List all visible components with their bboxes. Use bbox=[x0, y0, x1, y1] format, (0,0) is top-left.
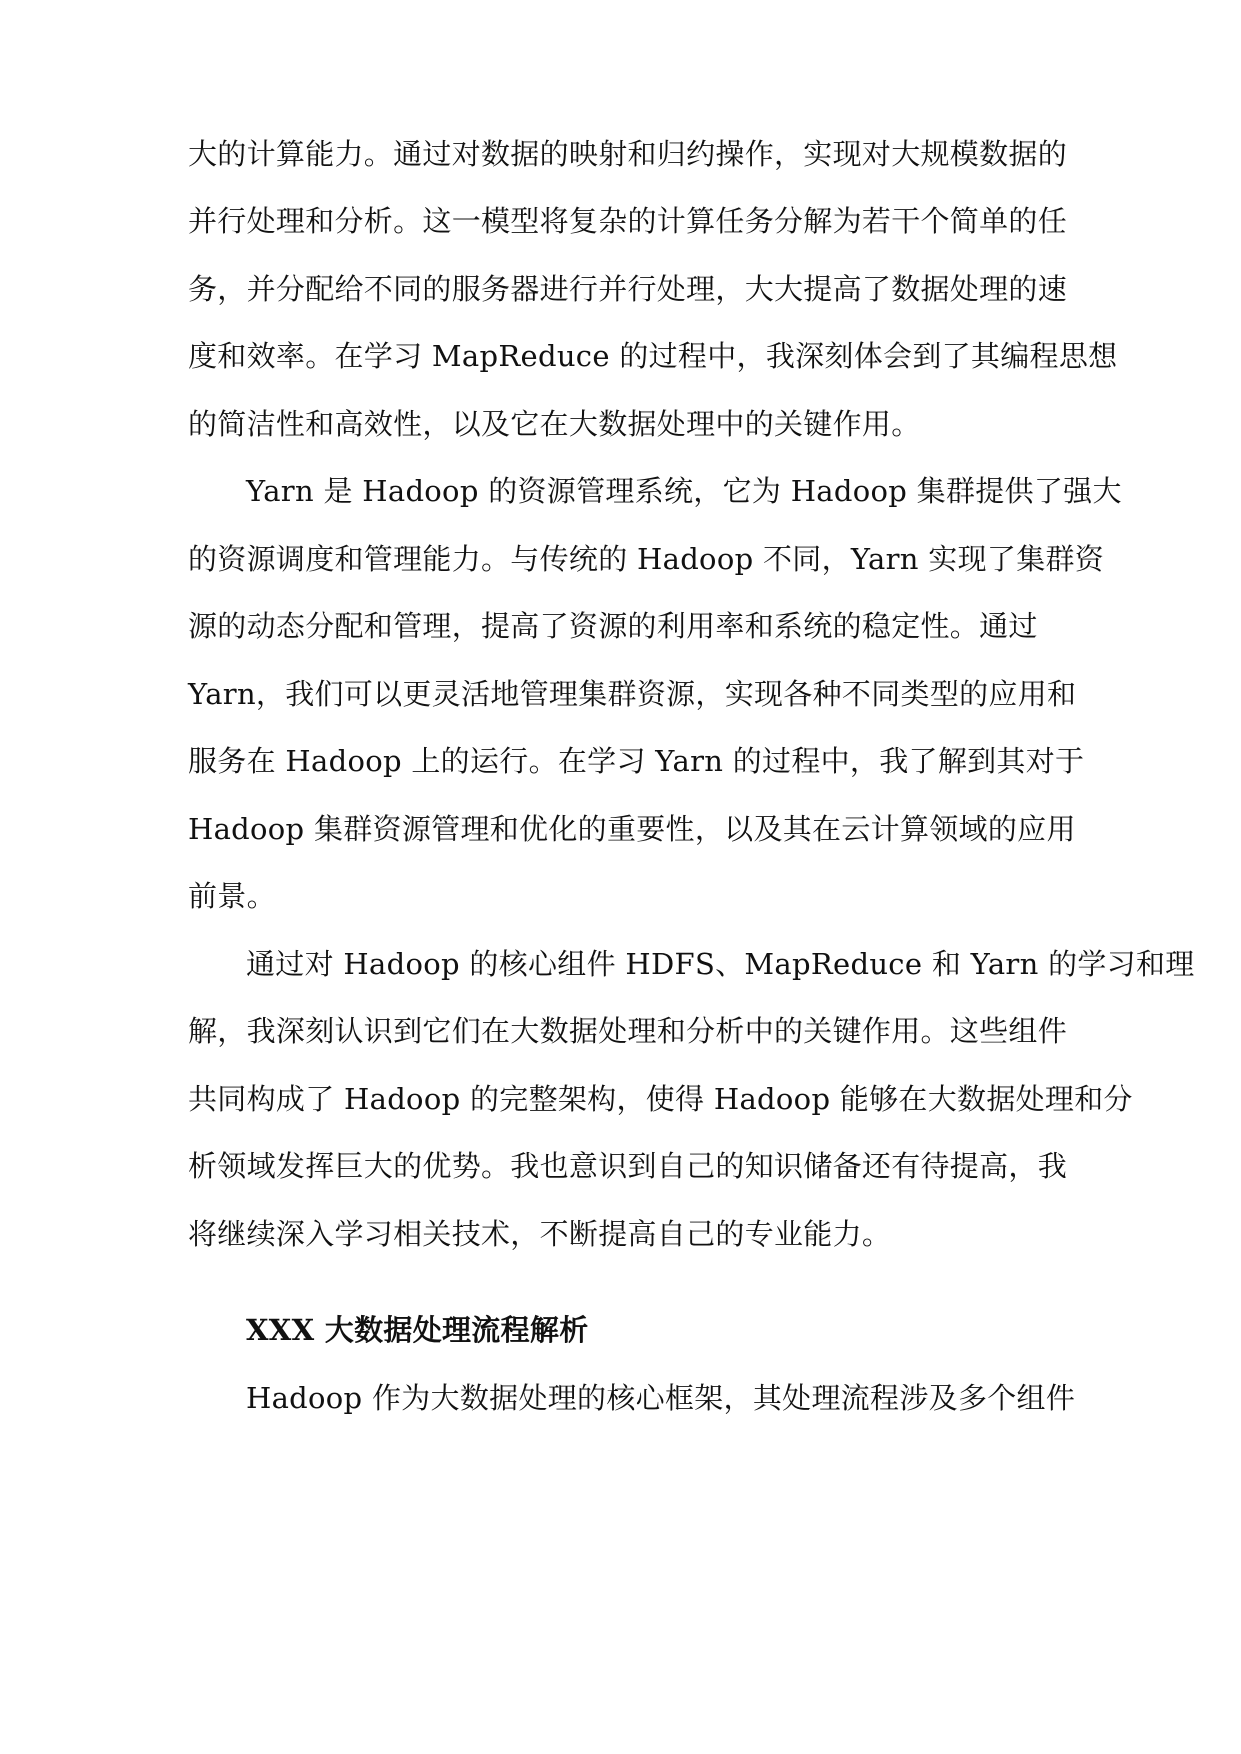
paragraph-1-line-4: 度和效率。在学习 MapReduce 的过程中，我深刻体会到了其编程思想 bbox=[188, 339, 1118, 373]
paragraph-2-line-3: 源的动态分配和管理，提高了资源的利用率和系统的稳定性。通过 bbox=[188, 609, 1038, 643]
paragraph-1-line-1: 大的计算能力。通过对数据的映射和归约操作，实现对大规模数据的 bbox=[188, 137, 1068, 171]
paragraph-2-line-2: 的资源调度和管理能力。与传统的 Hadoop 不同，Yarn 实现了集群资 bbox=[188, 542, 1105, 576]
paragraph-2-line-4: Yarn，我们可以更灵活地管理集群资源，实现各种不同类型的应用和 bbox=[188, 677, 1077, 711]
paragraph-2-line-7: 前景。 bbox=[188, 879, 276, 913]
paragraph-2-line-6: Hadoop 集群资源管理和优化的重要性，以及其在云计算领域的应用 bbox=[188, 812, 1076, 846]
paragraph-1-line-3: 务，并分配给不同的服务器进行并行处理，大大提高了数据处理的速 bbox=[188, 272, 1068, 306]
paragraph-3-line-5: 将继续深入学习相关技术，不断提高自己的专业能力。 bbox=[188, 1217, 892, 1251]
paragraph-3-line-2: 解，我深刻认识到它们在大数据处理和分析中的关键作用。这些组件 bbox=[188, 1014, 1068, 1048]
paragraph-1-line-5: 的简洁性和高效性，以及它在大数据处理中的关键作用。 bbox=[188, 407, 921, 441]
paragraph-3-line-4: 析领域发挥巨大的优势。我也意识到自己的知识储备还有待提高，我 bbox=[188, 1149, 1068, 1183]
paragraph-4-line-1: Hadoop 作为大数据处理的核心框架，其处理流程涉及多个组件 bbox=[246, 1381, 1076, 1415]
paragraph-2-line-5: 服务在 Hadoop 上的运行。在学习 Yarn 的过程中，我了解到其对于 bbox=[188, 744, 1085, 778]
paragraph-3-line-3: 共同构成了 Hadoop 的完整架构，使得 Hadoop 能够在大数据处理和分 bbox=[188, 1082, 1133, 1116]
paragraph-3-line-1: 通过对 Hadoop 的核心组件 HDFS、MapReduce 和 Yarn 的学习和理 bbox=[246, 947, 1195, 981]
paragraph-1-line-2: 并行处理和分析。这一模型将复杂的计算任务分解为若干个简单的任 bbox=[188, 204, 1068, 238]
paragraph-2-line-1: Yarn 是 Hadoop 的资源管理系统，它为 Hadoop 集群提供了强大 bbox=[246, 474, 1122, 508]
section-heading: XXX 大数据处理流程解析 bbox=[246, 1313, 589, 1347]
